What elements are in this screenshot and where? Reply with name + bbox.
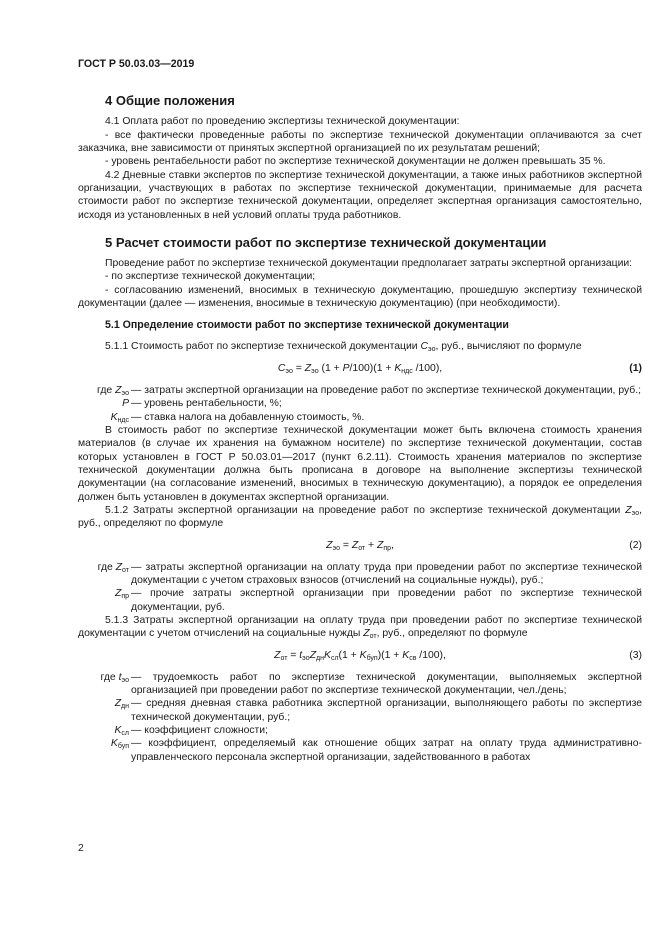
formula-subscript: эо [285, 367, 293, 375]
symbol-sub: эо [121, 676, 129, 684]
formula-term: = [287, 649, 300, 661]
definition-text: — ставка налога на добавленную стоимость, %. [131, 411, 365, 423]
formula-number: (2) [629, 539, 642, 551]
formula-term: Z [274, 649, 281, 661]
formula-term: = [292, 362, 305, 374]
text: , руб., определяют по формуле [376, 628, 528, 640]
text: 5.1.3 Затраты экспертной организации на оплату труда при проведении работ по экспертизе технической документации с учетом отчислений на социальные нужды [78, 614, 642, 640]
definition-symbol [78, 737, 131, 764]
definition-text: — коэффициент сложности; [131, 725, 268, 737]
formula-term: (1 + [318, 362, 343, 374]
definition-symbol [78, 397, 131, 410]
symbol-sub: от [369, 633, 377, 641]
formula-term: /100)(1 + [349, 362, 395, 374]
formula-term: K [394, 362, 402, 374]
text: 5.1.1 Стоимость работ по экспертизе технической документации [105, 341, 421, 353]
formula-term: K [359, 649, 367, 661]
symbol-sub: эо [427, 346, 436, 354]
formula-expression [78, 362, 642, 375]
formula-subscript: от [280, 654, 288, 662]
formula-subscript: пр [383, 544, 392, 552]
text: , руб., вычисляют по формуле [435, 341, 582, 353]
symbol: Z [114, 588, 122, 600]
formula-subscript: дн [316, 654, 324, 662]
formula-term: Z [376, 539, 384, 551]
formula-2 [78, 539, 642, 552]
where-label: где [97, 384, 116, 396]
paragraph-5-1-3 [78, 614, 642, 641]
symbol-sub: эо [631, 509, 640, 517]
formula-1 [78, 362, 642, 375]
formula-term: /100), [412, 362, 443, 374]
symbol: K [114, 725, 122, 737]
definition-text: — прочие затраты экспертной организации при проведении работ по экспертизе технической документации, руб. [131, 588, 642, 613]
document-page [78, 58, 642, 764]
definition-text: — затраты экспертной организации на оплату труда при проведении работ по экспертизе технической документации с учетом страховых взносов (отчислений на социальные нужды), руб.; [131, 561, 642, 586]
paragraph: - все фактически проведенные работы по экспертизе технической документации оплачиваются за счет заказчика, вне зависимости от принятых экспертной организацией по их результатам решений; [78, 129, 642, 155]
definition-symbol [78, 671, 131, 698]
formula-term: )(1 + [377, 649, 403, 661]
document-header: ГОСТ Р 50.03.03—2019 [78, 58, 195, 70]
symbol: Z [115, 384, 122, 396]
formula-3 [78, 649, 642, 662]
symbol: K [110, 738, 118, 750]
symbol: Z [114, 698, 122, 710]
symbol-sub: дн [121, 703, 129, 711]
paragraph: Проведение работ по экспертизе технической документации предполагает затраты экспертной организации: [105, 258, 633, 270]
symbol-sub: ндс [117, 416, 129, 424]
symbol: Z [625, 504, 632, 516]
symbol: t [118, 671, 122, 683]
definition-item [78, 671, 642, 698]
formula-subscript: буп [366, 654, 378, 662]
definition-symbol [78, 561, 131, 588]
formula-subscript: эо [302, 654, 310, 662]
symbol-sub: пр [121, 593, 129, 601]
formula-subscript: св [409, 654, 417, 662]
formula-subscript: эо [332, 544, 340, 552]
formula-term: Z [309, 649, 317, 661]
formula-subscript: сл [330, 654, 339, 662]
formula-term: /100), [416, 649, 446, 661]
definition-item [78, 411, 642, 424]
formula-number: (3) [629, 649, 642, 661]
paragraph: В стоимость работ по экспертизе технической документации может быть включена стоимость хранения материалов (в случае их хранения на бумажном носителе) по экспертизе технической документации, состав которых установлен в ГОСТ Р 50.03.01—2017 (пункт 6.2.11). Стоимость хранения материалов по экспертизе технической документации должна быть прописана в договоре на выполнение экспертизы технической документации (на согласование изменений, вносимых в техническую документацию), а порядок ее определения должен быть установлен в документах экспертной организации. [78, 424, 642, 503]
definition-text: — коэффициент, определяемый как отношение общих затрат на оплату труда административно-управленческого персонала экспертной организации, задействованного в работах [131, 738, 642, 763]
definition-symbol [78, 587, 131, 614]
formula-expression [78, 649, 642, 662]
symbol-sub: сл [121, 730, 129, 738]
page-number: 2 [78, 843, 84, 854]
definition-item [78, 737, 642, 764]
symbol: P [122, 398, 129, 410]
formula-subscript: ндс [401, 367, 413, 375]
paragraph: 4.2 Дневные ставки экспертов по экспертизе технической документации, а также иных работников экспертной организации, участвующих в работах по экспертизе технической документации, принимаемые для расчета стоимости работ по экспертизе технической документации, определяет экспертная организация самостоятельно, исходя из установленных в ней условий оплаты труда работников. [78, 169, 642, 221]
paragraph: - по экспертизе технической документации; [105, 271, 316, 283]
formula-number: (1) [629, 362, 642, 374]
text: 5.1.2 Затраты экспертной организации на проведение работ по экспертизе технической документации [105, 504, 626, 516]
definitions-1 [78, 384, 642, 424]
formula-term: Z [326, 539, 333, 551]
paragraph: 4.1 Оплата работ по проведению экспертизы технической документации: [105, 116, 460, 128]
formula-term: K [402, 649, 410, 661]
symbol-sub: эо [121, 389, 129, 397]
symbol-sub: буп [117, 743, 129, 751]
text: , руб., определяют по формуле [78, 504, 642, 530]
section-5-title: 5 Расчет стоимости работ по экспертизе технической документации [105, 235, 547, 251]
definition-symbol [78, 724, 131, 737]
symbol-sub: от [122, 566, 129, 574]
definitions-3 [78, 671, 642, 764]
formula-subscript: от [358, 544, 366, 552]
definitions-2 [78, 561, 642, 614]
definition-text: — уровень рентабельности, %; [131, 398, 282, 410]
symbol: C [420, 341, 428, 353]
formula-term: C [277, 362, 286, 374]
where-label: где [100, 671, 119, 683]
definition-item [78, 587, 642, 614]
definition-text: — средняя дневная ставка работника экспертной организации, выполняющего работы по экспертизе технической документации, руб.; [131, 698, 642, 723]
formula-expression [78, 539, 642, 552]
definition-item [78, 724, 642, 737]
formula-term: Z [351, 539, 359, 551]
formula-term: t [299, 649, 303, 661]
paragraph: - уровень рентабельности работ по экспертизе технической документации не должен превышать 35 %. [105, 156, 606, 168]
formula-term: K [324, 649, 331, 661]
formula-term: + [365, 539, 377, 551]
definition-symbol [78, 384, 131, 397]
section-4-title: 4 Общие положения [105, 93, 235, 109]
paragraph-5-1-2 [78, 504, 642, 531]
formula-term: , [391, 539, 394, 551]
subsection-5-1-title: 5.1 Определение стоимости работ по экспертизе технической документации [105, 319, 509, 332]
formula-term: = [339, 539, 352, 551]
definition-text: — трудоемкость работ по экспертизе технической документации, выполняемых экспертной организацией при проведении работ по экспертизе технической документации, чел./день; [131, 671, 642, 696]
symbol: K [110, 411, 118, 423]
definition-text: — затраты экспертной организации на проведение работ по экспертизе технической документации, руб.; [131, 384, 642, 396]
definition-symbol [78, 411, 131, 424]
paragraph: - согласованию изменений, вносимых в техническую документацию, прошедшую экспертизу технической документации (далее — изменения, вносимые в техническую документацию) (при необходимости). [78, 284, 642, 310]
definition-item [78, 561, 642, 588]
symbol: Z [115, 561, 123, 573]
definition-item [78, 384, 642, 397]
paragraph-5-1-1 [78, 340, 642, 353]
definition-item [78, 697, 642, 724]
symbol: Z [363, 628, 370, 640]
formula-term: Z [304, 362, 312, 374]
formula-term: P [342, 362, 350, 374]
definition-symbol [78, 697, 131, 724]
formula-subscript: эо [311, 367, 319, 375]
formula-term: (1 + [338, 649, 360, 661]
where-label: где [97, 561, 116, 573]
definition-item [78, 397, 642, 410]
